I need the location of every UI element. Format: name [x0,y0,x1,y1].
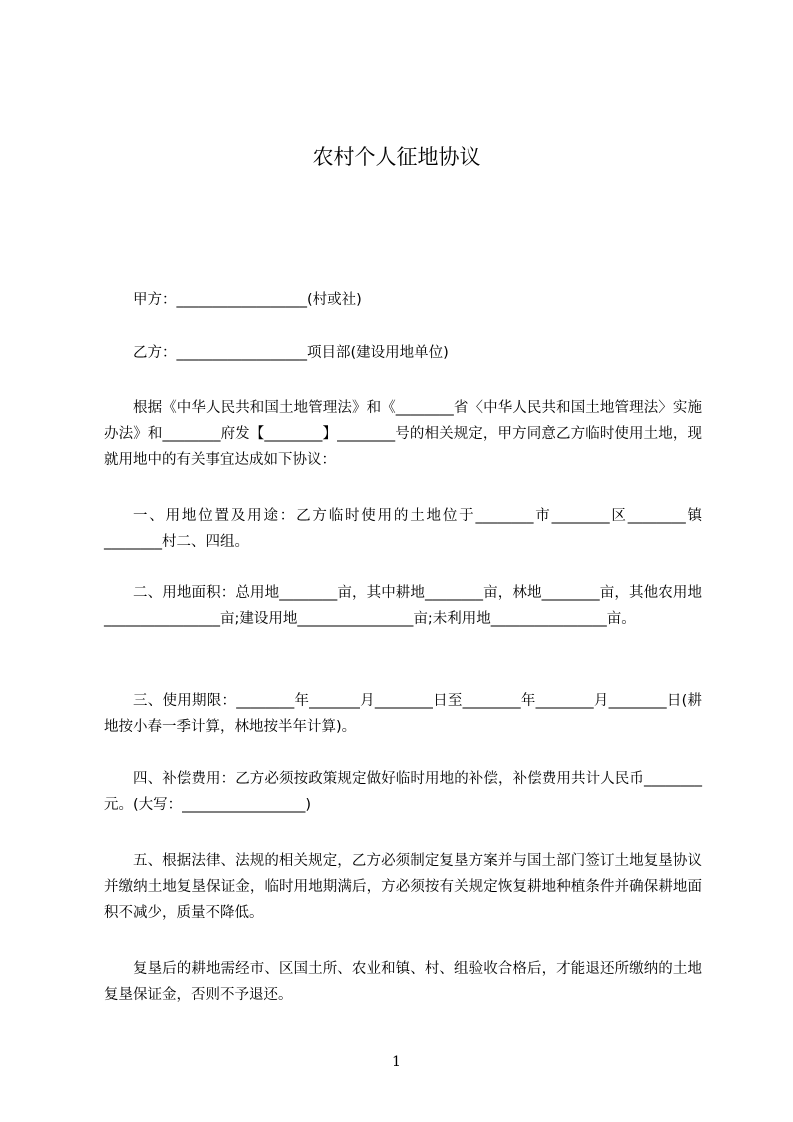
document-title: 农村个人征地协议 [312,145,481,169]
clause-5-reclamation: 五、根据法律、法规的相关规定，乙方必须制定复垦方案并与国土部门签订土地复垦协议并缴纳土地复垦保证金，临时用地期满后，方必须按有关规定恢复耕地种植条件并确保耕地面积不减少，质量不降低。 [104,853,702,921]
party-a-line: 甲方：__________________(村或社) [133,292,362,308]
clause-3-period: 三、使用期限：________年_______月________日至________年________月________日(耕地按小春一季计算，林地按半年计算)。 [104,693,702,735]
clause-4-compensation: 四、补偿费用：乙方必须按政策规定做好临时用地的补偿，补偿费用共计人民币________元。(大写：_________________) [104,771,702,813]
preamble-paragraph: 根据《中华人民共和国土地管理法》和《________省〈中华人民共和国土地管理法〉实施办法》和________府发【________】________号的相关规定，甲方同意乙方临时使用土地，现就用地中的有关事宜达成如下协议： [104,400,702,468]
page-number: 1 [392,1054,401,1070]
party-b-line: 乙方：__________________项目部(建设用地单位) [133,345,449,361]
reclamation-refund-paragraph: 复垦后的耕地需经市、区国土所、农业和镇、村、组验收合格后，才能退还所缴纳的土地复垦保证金，否则不予退还。 [104,961,702,1003]
clause-2-area: 二、用地面积：总用地________亩，其中耕地________亩，林地________亩，其他农用地________________亩;建设用地________________亩;未利用地________________亩。 [104,585,702,627]
clause-1-location: 一、用地位置及用途：乙方临时使用的土地位于________市________区________镇________村二、四组。 [104,508,702,550]
